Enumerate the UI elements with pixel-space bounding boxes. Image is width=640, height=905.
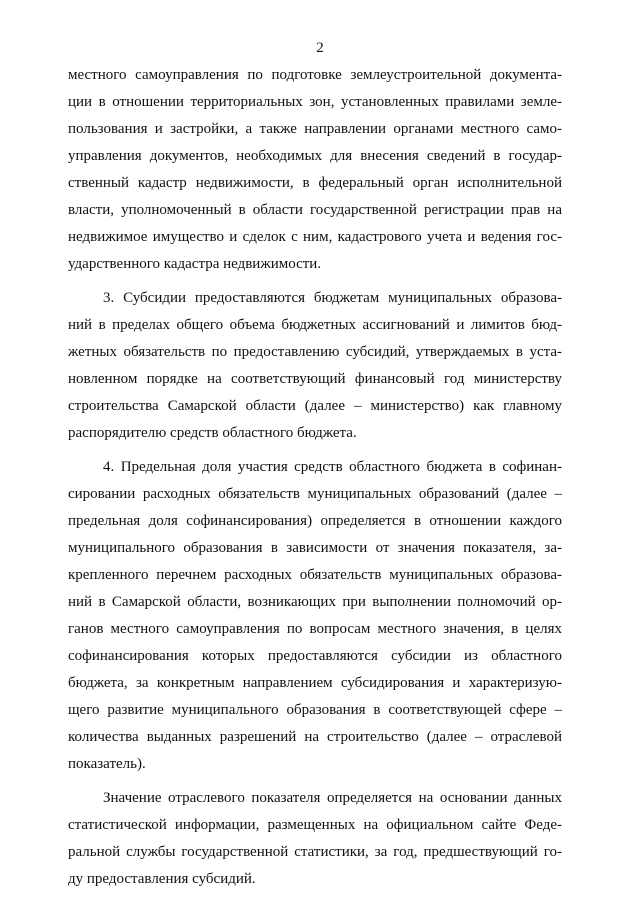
paragraph-2-line-1: 3. Субсидии предоставляются бюджетам муниципальных образова-	[103, 290, 562, 306]
paragraph-1-line-7: недвижимое имущество и сделок с ним, кадастрового учета и ведения гос-	[68, 229, 562, 245]
paragraph-3-line-12: показатель).	[68, 756, 146, 772]
paragraph-1-line-6: власти, уполномоченный в области государственной регистрации прав на	[68, 202, 562, 218]
paragraph-3-line-10: щего развитие муниципального образования в соответствующей сфере –	[68, 702, 562, 718]
paragraph-1-line-5: ственный кадастр недвижимости, в федеральный орган исполнительной	[68, 175, 562, 191]
paragraph-4-line-1: Значение отраслевого показателя определяется на основании данных	[103, 790, 562, 806]
paragraph-3-line-2: сировании расходных обязательств муниципальных образований (далее –	[68, 486, 562, 502]
paragraph-1-line-3: пользования и застройки, а также направлении органами местного само-	[68, 121, 562, 137]
paragraph-1-line-8: ударственного кадастра недвижимости.	[68, 256, 322, 272]
paragraph-2-line-3: жетных обязательств по предоставлению субсидий, утверждаемых в уста-	[68, 344, 562, 360]
paragraph-3-line-11: количества выданных разрешений на строительство (далее – отраслевой	[68, 729, 562, 745]
paragraph-3-line-1: 4. Предельная доля участия средств областного бюджета в софинан-	[103, 459, 562, 475]
paragraph-3-line-4: муниципального образования в зависимости от значения показателя, за-	[68, 540, 562, 556]
page-number: 2	[316, 40, 324, 56]
paragraph-2-line-4: новленном порядке на соответствующий финансовый год министерству	[68, 371, 562, 387]
paragraph-4-line-4: ду предоставления субсидий.	[68, 871, 256, 887]
paragraph-2-line-2: ний в пределах общего объема бюджетных ассигнований и лимитов бюд-	[68, 317, 562, 333]
paragraph-3-line-3: предельная доля софинансирования) определяется в отношении каждого	[68, 513, 562, 529]
paragraph-3-line-9: бюджета, за конкретным направлением субсидирования и характеризую-	[68, 675, 562, 691]
paragraph-3-line-7: ганов местного самоуправления по вопросам местного значения, в целях	[68, 621, 562, 637]
paragraph-2-line-6: распорядителю средств областного бюджета.	[68, 425, 357, 441]
paragraph-3-line-8: софинансирования которых предоставляются субсидии из областного	[68, 648, 562, 664]
paragraph-3-line-5: крепленного перечнем расходных обязательств муниципальных образова-	[68, 567, 562, 583]
paragraph-4-line-2: статистической информации, размещенных на официальном сайте Феде-	[68, 817, 562, 833]
paragraph-4-line-3: ральной службы государственной статистики, за год, предшествующий го-	[68, 844, 562, 860]
paragraph-1-line-2: ции в отношении территориальных зон, установленных правилами земле-	[68, 94, 562, 110]
paragraph-3-line-6: ний в Самарской области, возникающих при выполнении полномочий ор-	[68, 594, 562, 610]
paragraph-2-line-5: строительства Самарской области (далее – министерство) как главному	[68, 398, 562, 414]
paragraph-1-line-1: местного самоуправления по подготовке землеустроительной документа-	[68, 67, 562, 83]
paragraph-1-line-4: управления документов, необходимых для внесения сведений в государ-	[68, 148, 562, 164]
